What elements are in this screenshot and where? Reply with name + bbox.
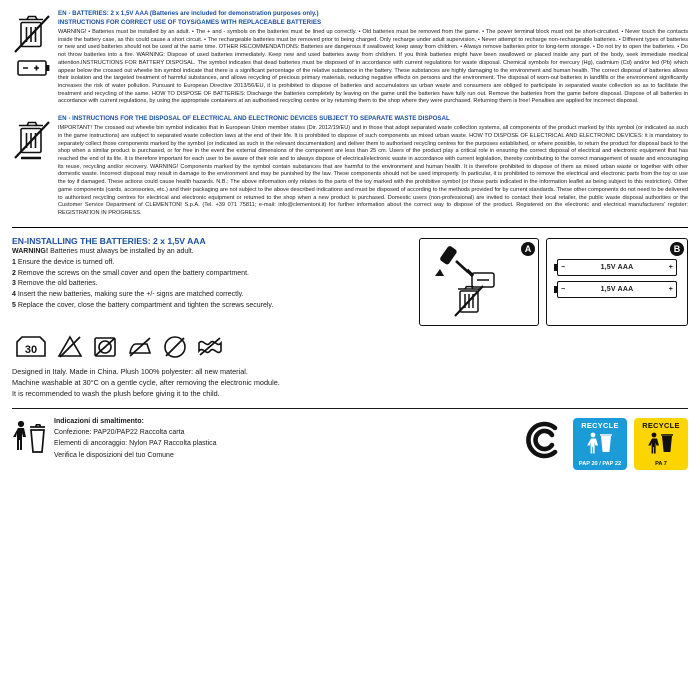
battery-symbol-icon bbox=[12, 55, 52, 95]
battery-plus-2: + bbox=[668, 285, 673, 293]
battery-slot-1 bbox=[557, 259, 677, 276]
battery-slot-2 bbox=[557, 281, 677, 298]
weee-section bbox=[12, 115, 688, 218]
disposal-line-2: Elementi di ancoraggio: Nylon PA7 Raccolta plastica bbox=[54, 440, 217, 448]
install-title: EN-INSTALLING THE BATTERIES: 2 x 1,5V AAA bbox=[12, 235, 206, 246]
install-diagrams bbox=[419, 236, 688, 326]
weee-section-text bbox=[58, 115, 688, 218]
crossed-wheelie-bin-icon bbox=[12, 12, 52, 52]
install-steps bbox=[12, 258, 409, 312]
step-text: Remove the screws on the small cover and open the battery compartment. bbox=[15, 269, 249, 277]
battery-label-2: 1,5V AAA bbox=[600, 285, 634, 293]
recycle-sub-paper: PAP 20 / PAP 22 bbox=[578, 460, 622, 467]
step-text: Insert the new batteries, making sure the +/- signs are matched correctly. bbox=[15, 291, 244, 299]
install-warning-text: Batteries must always be installed by an adult. bbox=[48, 247, 194, 255]
list-item bbox=[12, 279, 409, 290]
disposal-heading: Indicazioni di smaltimento: bbox=[54, 417, 144, 425]
materials-line-1: Designed in Italy. Made in China. Plush 100% polyester: all new material. bbox=[12, 366, 248, 376]
weee-crossed-wheelie-bin-icon bbox=[12, 117, 52, 157]
step-text: Ensure the device is turned off. bbox=[15, 258, 115, 266]
disposal-line-3: Verifica le disposizioni del tuo Comune bbox=[54, 451, 174, 459]
step-number: 3 bbox=[12, 280, 16, 288]
diagram-panel-a bbox=[419, 238, 539, 326]
list-item bbox=[12, 290, 409, 301]
weee-section-heading: EN - INSTRUCTIONS FOR THE DISPOSAL OF ELECTRICAL AND ELECTRONIC DEVICES SUBJECT TO SEPARATE WASTE DISPOSAL bbox=[58, 115, 450, 123]
battery-section-icons bbox=[12, 10, 52, 95]
do-not-bleach-icon bbox=[57, 334, 83, 360]
battery-section-text bbox=[58, 10, 688, 106]
wash-temp-label: 30 bbox=[24, 343, 38, 356]
step-text: Remove the old batteries. bbox=[15, 280, 98, 288]
weee-section-body: IMPORTANT! The crossed out wheelie bin symbol indicates that in European Union member states (Dir. 2012/19/EU) and in those that adopt separated waste collection systems, all components of the product marked by this symbol (or indicated as such in the game instructions) are subject to separated waste collection laws at the end of their life. It is prohibited to dispose of such components as mixed urban waste. HOW TO DISPOSE OF ELECTRICAL AND ELECTRONIC DEVICES: it is mandatory to separately collect those components marked by the symbol (or indicated as such in the relevant documentation) and deliver them to authorised recycling centres for the purposes established, or where possible, to return the product for disposal back to the shop when a similar product is purchased, or for free in the event the external dimensions of the component are less than 25 cm. Users of the product play a critical role in ensuring the correct disposal of electrical and electronic equipment that has reached the end of its life. It is therefore important for each user to be aware of their role and to always dispose of electrical/electronic waste in accordance with current legislation, thereby contributing to the correct management of waste and encouraging its reuse, recycling and/or recovery. WARNING! Components marked by the symbol contain substances that are harmful to the environment and human health. It is therefore prohibited to dispose of them as mixed urban waste or together with other domestic waste. Incorrect disposal may result in damage to the environment and may be punished by the law. These components should not be used improperly. In particular, it is prohibited to remove the electrical and electronic parts from the toy or use the toy if damaged. These actions could cause health hazards. N.B.: The above information only relates to the parts of the toy marked with the prohibitive symbol (or those parts indicated in the information leaflet as being subject to this restriction). Other game components (cards, accessories, etc.) and their packaging are not subject to the above described indications and must be disposed of according to the methods provided for by current standards. These other components do not need to be delivered to authorised recycling centres for electrical and electronic equipment or returned to the shop when a new product is purchased. Domestic users (non-professional) are invited to contact their local retailer, the public waste disposal authorities or the Customer Service Department of CLEMENTONI S.p.A. (Tel. +39 071 75811; e-mail: info@clementoni.it) for further information about the correct way to dispose of the product. Registered on the electronic and electrical manufacturers' register: REGISTRATION IN PROGRESS. bbox=[58, 125, 688, 217]
install-warning bbox=[12, 248, 409, 255]
divider-top bbox=[12, 227, 688, 228]
battery-section-body: WARNING! • Batteries must be installed by an adult. • The + and - symbols on the batteries must be lined up correctly. • Old batteries must be removed from the game. • The power terminal block must not be short-circuited. • Never touch the contacts inside the battery case, as this could cause a short circuit. • The rechargeable batteries must be removed prior to being charged. Only recharge under adult supervision. • Never attempt to recharge non-rechargeable batteries. • Different types of batteries or new and used batteries should not be used at the same time. OTHER RECOMMENDATIONS: Batteries are dangerous if swallowed; keep away from children. • Always remove batteries prior to long-term storage. • Do not try to open the batteries. • Do not throw batteries into a fire. WARNING: Dispose of used batteries immediately. Keep new and used batteries away from children. If you think batteries might have been swallowed or placed inside any part of the body, seek immediate medical attention.INSTRUCTIONS FOR BATTERY DISPOSAL. The symbol indicates that dead batteries must be disposed of in accordance with current regulations for waste disposal. Chemical symbols for mercury (Hg), cadmium (Cd) and/or led (Pb) which appear below the crossed out wheelie bin symbol indicate that there is a significant percentage of the relative substance in the battery. These substances are highly damaging to the environment and human health. The correct disposal of batteries allows their isolation and the targeted treatment of harmful substances, and allows recycling of precious primary materials, reducing negative effects on persons and the environment. The disposal of worn-out batteries in landfills or the environment significantly increases the risk of water pollution. Pursuant to European Directive 2013/56/EU, it is prohibited to dispose of batteries and accumulators as urban waste and consumers are obliged to participate in separated waste collection so as to facilitate the treatment and recycling of the same. HOW TO DISPOSE OF BATTERIES: Discharge the batteries completely by leaving on the game until the batteries have fully run out. Remove the batteries from the game before disposal. Dispose of all batteries in accordance with current regulations, by using the appropriate containers at an authorised recycling centre or by returning them to the shop where they were purchased. Returning them is free! Penalties are applied for incorrect disposal. bbox=[58, 28, 688, 105]
materials-block bbox=[12, 367, 688, 400]
battery-section-heading bbox=[58, 10, 688, 28]
battery-heading-line2: INSTRUCTIONS FOR CORRECT USE OF TOYS/GAMES WITH REPLACEABLE BATTERIES bbox=[58, 18, 322, 26]
weee-section-icons bbox=[12, 115, 52, 157]
recycle-bin-icon-plastic bbox=[634, 430, 688, 456]
install-section bbox=[12, 236, 688, 326]
diagram-panel-b bbox=[546, 238, 688, 326]
bin-person-icon bbox=[12, 416, 46, 463]
step-number: 4 bbox=[12, 291, 16, 299]
do-not-iron-icon bbox=[127, 334, 153, 360]
battery-minus-1: − bbox=[561, 263, 566, 271]
list-item bbox=[12, 258, 409, 269]
materials-line-3: It is recommended to wash the plush before giving it to the child. bbox=[12, 388, 220, 398]
divider-footer bbox=[12, 408, 688, 409]
panel-a-badge: A bbox=[521, 242, 535, 256]
step-text: Replace the cover, close the battery compartment and tighten the screws securely. bbox=[15, 302, 274, 310]
step-number: 1 bbox=[12, 258, 16, 266]
wash-30-icon bbox=[14, 334, 48, 360]
footer-logos bbox=[522, 416, 688, 470]
battery-section bbox=[12, 10, 688, 106]
recycle-label-plastic: RECYCLE bbox=[642, 420, 680, 430]
install-text-block bbox=[12, 236, 409, 312]
clementoni-logo bbox=[522, 418, 566, 462]
recycle-bin-icon-paper bbox=[573, 430, 627, 456]
care-symbols-row bbox=[14, 334, 688, 360]
recycle-label-paper: RECYCLE bbox=[581, 420, 619, 430]
disposal-text bbox=[54, 416, 514, 461]
do-not-dry-clean-icon bbox=[162, 334, 188, 360]
battery-label-1: 1,5V AAA bbox=[600, 263, 634, 271]
recycle-logo-paper bbox=[573, 418, 627, 470]
do-not-tumble-dry-icon bbox=[92, 334, 118, 360]
recycle-sub-plastic: PA 7 bbox=[655, 460, 667, 467]
do-not-wring-icon bbox=[197, 334, 223, 360]
list-item bbox=[12, 269, 409, 280]
battery-minus-2: − bbox=[561, 285, 566, 293]
install-warning-label: WARNING! bbox=[12, 247, 49, 255]
list-item bbox=[12, 301, 409, 312]
battery-heading-line1: EN - BATTERIES: 2 x 1,5V AAA (Batteries are included for demonstration purposes only.) bbox=[58, 10, 319, 17]
disposal-footer bbox=[12, 416, 688, 470]
recycle-logo-plastic bbox=[634, 418, 688, 470]
materials-line-2: Machine washable at 30°C on a gentle cycle, after removing the electronic module. bbox=[12, 377, 280, 387]
step-number: 5 bbox=[12, 302, 16, 310]
screwdriver-and-no-water-icon bbox=[420, 239, 538, 325]
battery-plus-1: + bbox=[668, 263, 673, 271]
disposal-line-1: Confezione: PAP20/PAP22 Raccolta carta bbox=[54, 428, 185, 436]
step-number: 2 bbox=[12, 269, 16, 277]
panel-b-badge: B bbox=[670, 242, 684, 256]
